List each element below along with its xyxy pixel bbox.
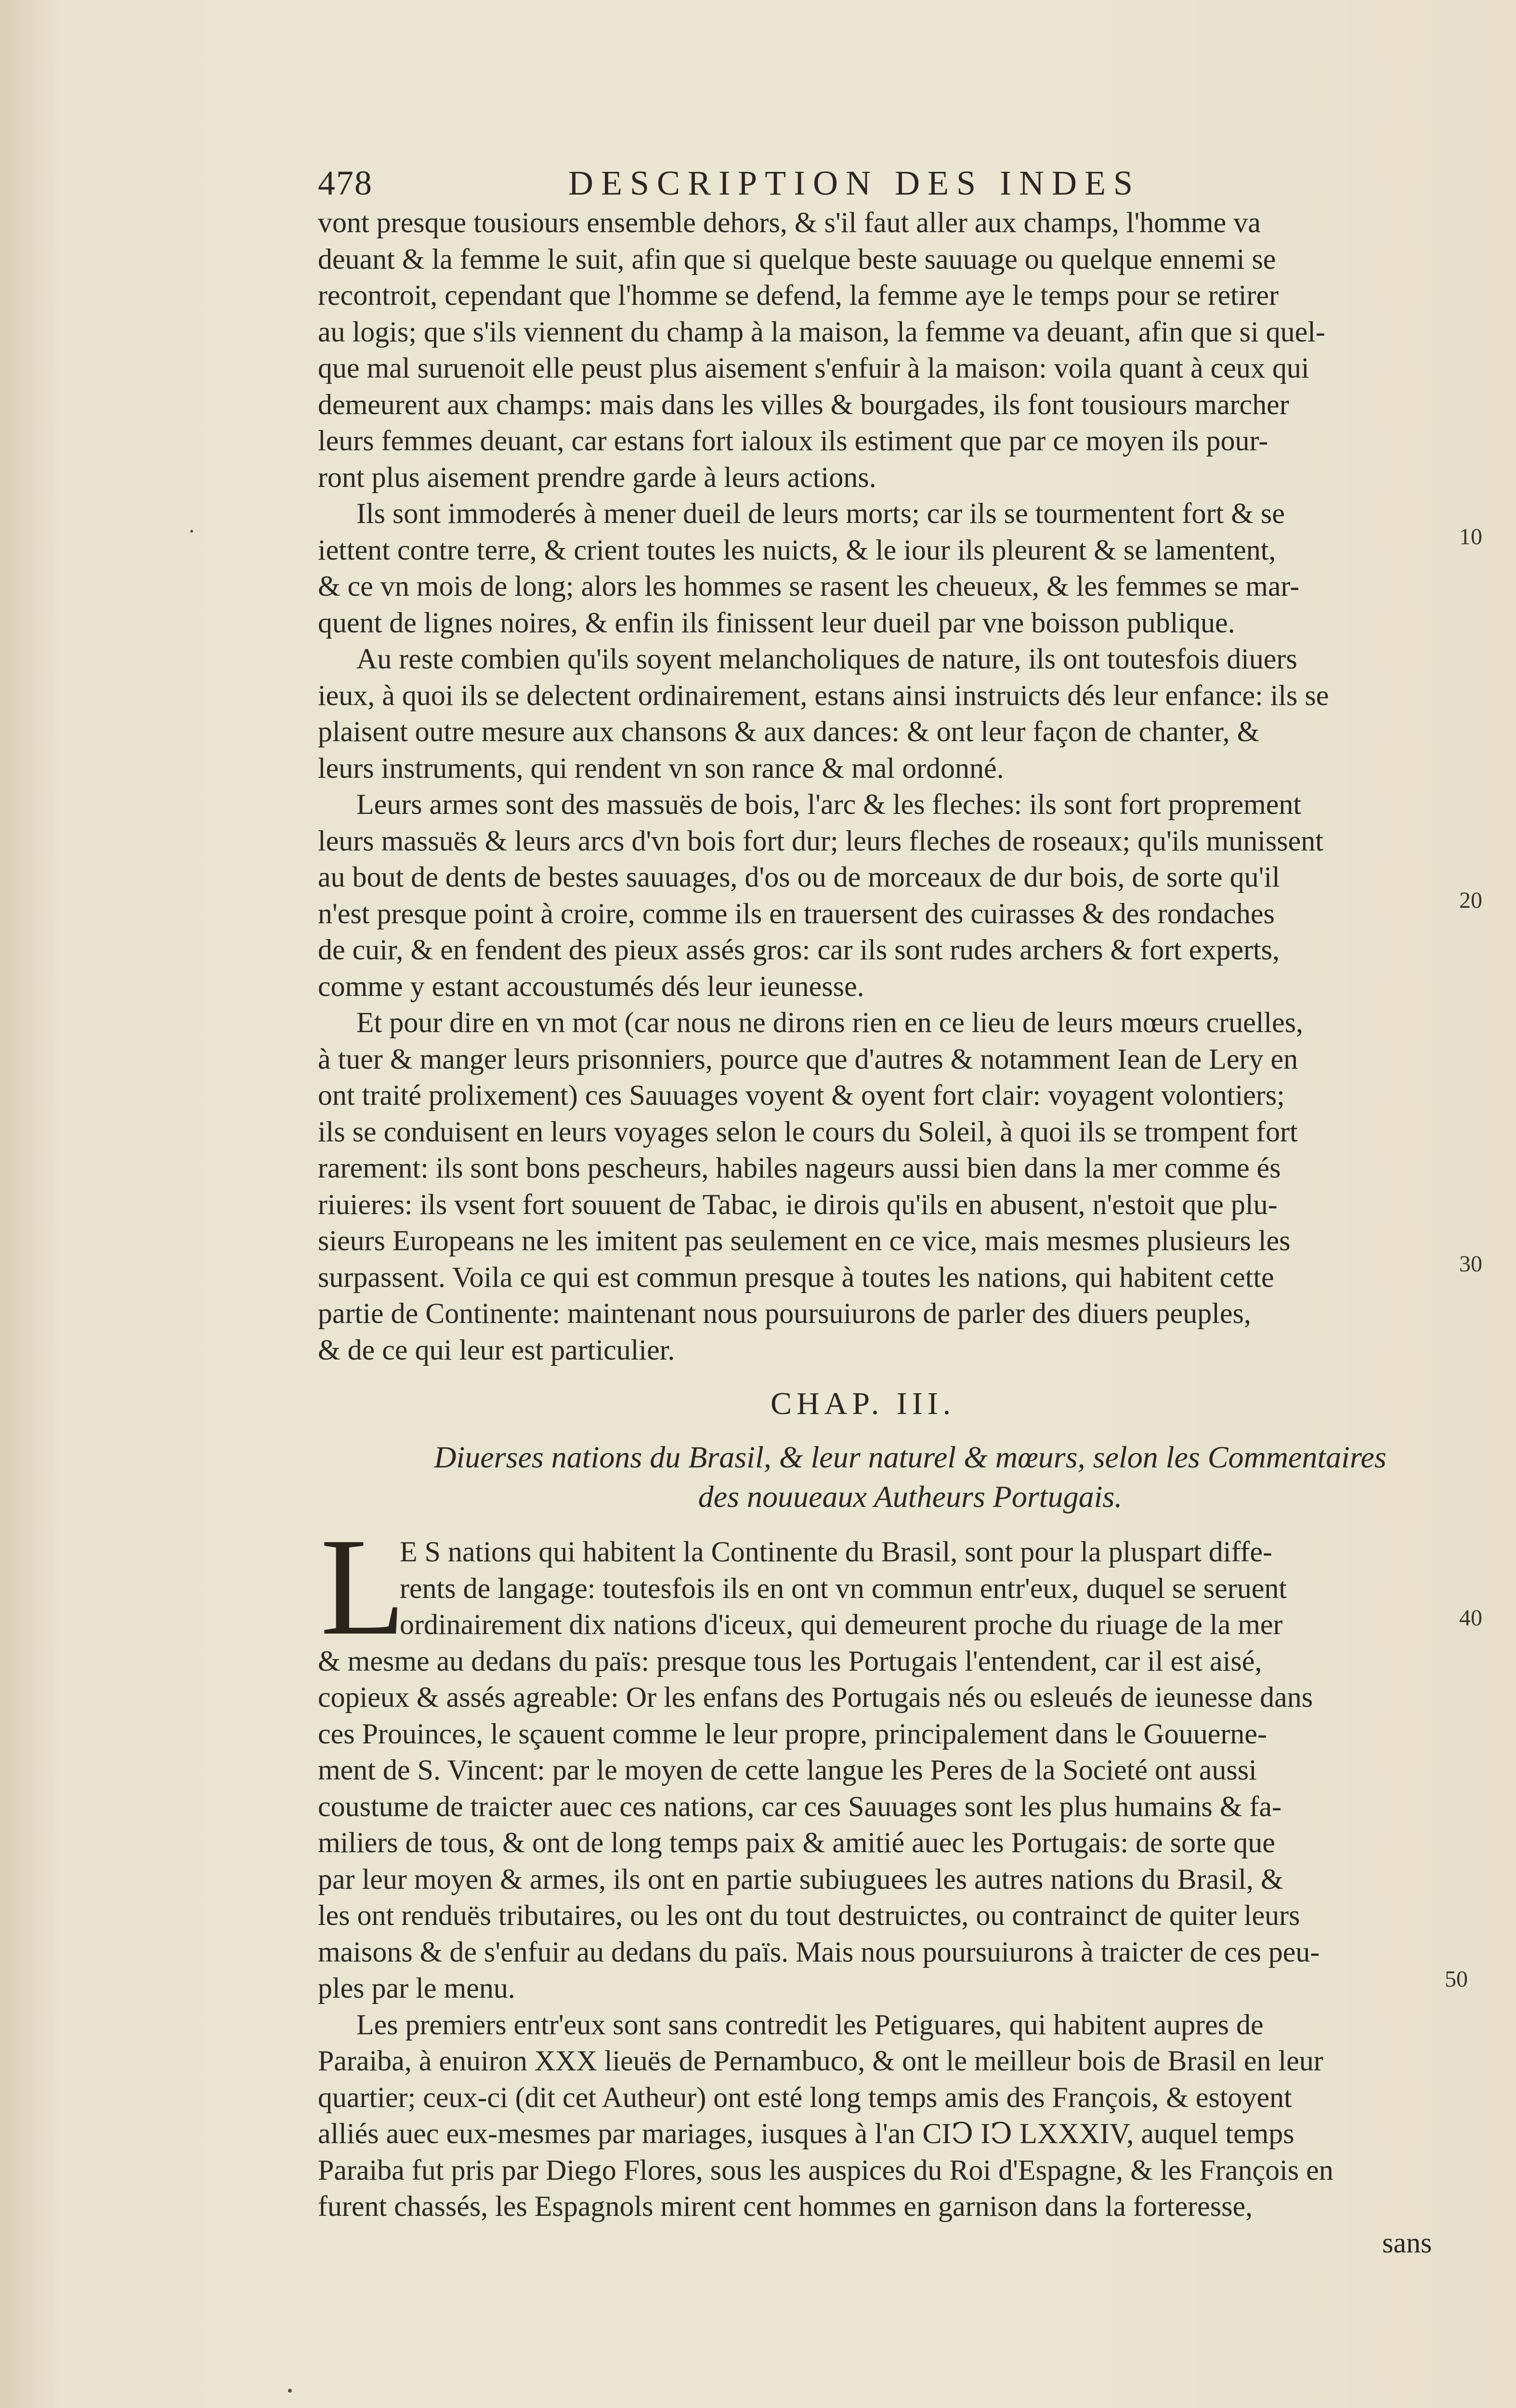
text-line: demeurent aux champs: mais dans les villes & bourgades, ils font tousiours marcher <box>318 388 1289 420</box>
text-line: Et pour dire en vn mot (car nous ne dirons rien en ce lieu de leurs mœurs cruelles, <box>356 1007 1304 1038</box>
body-text <box>318 205 1454 1368</box>
text-line: surpassent. Voila ce qui est commun presque à toutes les nations, qui habitent cette <box>318 1261 1274 1293</box>
text-line: ples par le menu. <box>318 1972 515 2004</box>
text-line: E S nations qui habitent la Continente du Brasil, sont pour la pluspart diffe- <box>400 1536 1272 1568</box>
chapter-subtitle-line: Diuerses nations du Brasil, & leur naturel & mœurs, selon les Commentaires <box>434 1440 1386 1474</box>
text-line: Les premiers entr'eux sont sans contredit les Petiguares, qui habitent aupres de <box>356 2008 1264 2041</box>
text-line: au bout de dents de bestes sauuages, d'os ou de morceaux de dur bois, de sorte qu'il <box>318 861 1280 893</box>
text-line: furent chassés, les Espagnols mirent cent hommes en garnison dans la forteresse, <box>318 2190 1253 2222</box>
text-line: Ils sont immoderés à mener dueil de leurs morts; car ils se tourmentent fort & se <box>356 497 1285 529</box>
text-line: iettent contre terre, & crient toutes les nuicts, & le iour ils pleurent & se lamentent, <box>318 534 1276 566</box>
text-line: alliés auec eux-mesmes par mariages, iusques à l'an CIↃ IↃ LXXXIV, auquel temps <box>318 2118 1294 2149</box>
text-line: riuieres: ils vsent fort souuent de Tabac, ie dirois qu'ils en abusent, n'estoit que plu- <box>318 1188 1278 1220</box>
text-line: plaisent outre mesure aux chansons & aux dances: & ont leur façon de chanter, & <box>318 716 1260 747</box>
text-line: leurs instruments, qui rendent vn son rance & mal ordonné. <box>318 752 1004 784</box>
ink-speck <box>190 530 193 533</box>
text-line: leurs massuës & leurs arcs d'vn bois fort dur; leurs fleches de roseaux; qu'ils munissent <box>318 824 1323 857</box>
text-line: Au reste combien qu'ils soyent melancholiques de nature, ils ont toutesfois diuers <box>356 643 1297 675</box>
text-line: leurs femmes deuant, car estans fort ialoux ils estiment que par ce moyen ils pour- <box>318 425 1268 457</box>
text-line: que mal suruenoit elle peust plus aisement s'enfuir à la maison: voila quant à ceux qui <box>318 352 1309 384</box>
text-line: partie de Continente: maintenant nous poursuiurons de parler des diuers peuples, <box>318 1297 1251 1329</box>
text-line: maisons & de s'enfuir au dedans du païs. Mais nous poursuiurons à traicter de ces peu- <box>318 1936 1320 1968</box>
text-line: comme y estant accoustumés dés leur ieunesse. <box>318 970 864 1002</box>
text-line: vont presque tousiours ensemble dehors, & s'il faut aller aux champs, l'homme va <box>318 207 1261 238</box>
text-line: & de ce qui leur est particulier. <box>318 1334 675 1366</box>
text-line: à tuer & manger leurs prisonniers, pource que d'autres & notamment Iean de Lery en <box>318 1043 1298 1075</box>
drop-capital: L <box>320 1509 406 1664</box>
chapter-heading: CHAP. III. <box>771 1386 956 1421</box>
margin-line-number: 30 <box>1459 1251 1482 1277</box>
text-line: rents de langage: toutesfois ils en ont vn commun entr'eux, duquel se seruent <box>400 1572 1287 1604</box>
text-line: ils se conduisent en leurs voyages selon le cours du Soleil, à quoi ils se trompent fort <box>318 1115 1298 1148</box>
margin-line-number: 40 <box>1459 1605 1482 1631</box>
text-line: ces Prouinces, le sçauent comme le leur propre, principalement dans le Gouuerne- <box>318 1717 1267 1750</box>
text-line: au logis; que s'ils viennent du champ à la maison, la femme va deuant, afin que si quel- <box>318 315 1325 348</box>
ink-speck <box>288 2389 292 2393</box>
text-line: par leur moyen & armes, ils ont en partie subiuguees les autres nations du Brasil, & <box>318 1863 1283 1895</box>
text-line: rarement: ils sont bons pescheurs, habiles nageurs aussi bien dans la mer comme és <box>318 1152 1281 1184</box>
margin-line-number: 10 <box>1459 524 1482 550</box>
margin-line-number: 50 <box>1445 1966 1468 1992</box>
text-line: quent de lignes noires, & enfin ils finissent leur dueil par vne boisson publique. <box>318 606 1235 639</box>
text-line: ont traité prolixement) ces Sauuages voyent & oyent fort clair: voyagent volontiers; <box>318 1079 1285 1111</box>
text-line: ordinairement dix nations d'iceux, qui demeurent proche du riuage de la mer <box>400 1609 1283 1640</box>
text-line: sieurs Europeans ne les imitent pas seulement en ce vice, mais mesmes plusieurs les <box>318 1225 1291 1256</box>
chapter-subtitle-line: des nouueaux Autheurs Portugais. <box>698 1479 1123 1514</box>
margin-line-number: 20 <box>1459 888 1482 913</box>
text-line: & ce vn mois de long; alors les hommes se rasent les cheueux, & les femmes se mar- <box>318 570 1300 602</box>
text-line: les ont renduës tributaires, ou les ont du tout destruictes, ou contrainct de quiter leurs <box>318 1899 1300 1931</box>
text-line: copieux & assés agreable: Or les enfans des Portugais nés ou esleués de ieunesse dans <box>318 1681 1313 1713</box>
catchword: sans <box>1382 2227 1432 2259</box>
text-line: Leurs armes sont des massuës de bois, l'arc & les fleches: ils sont fort proprement <box>356 788 1302 820</box>
text-line: de cuir, & en fendent des pieux assés gros: car ils sont rudes archers & fort experts, <box>318 934 1280 966</box>
running-title: DESCRIPTION DES INDES <box>568 164 1141 202</box>
text-line: miliers de tous, & ont de long temps paix & amitié auec les Portugais: de sorte que <box>318 1827 1275 1858</box>
text-line: Paraiba fut pris par Diego Flores, sous les auspices du Roi d'Espagne, & les François en <box>318 2154 1333 2186</box>
text-line: n'est presque point à croire, comme ils en trauersent des cuirasses & des rondaches <box>318 897 1275 929</box>
text-line: quartier; ceux-ci (dit cet Autheur) ont esté long temps amis des François, & estoyent <box>318 2081 1292 2113</box>
chapter-subtitle <box>366 1438 1454 1517</box>
text-line: & mesme au dedans du païs: presque tous les Portugais l'entendent, car il est aisé, <box>318 1645 1262 1677</box>
text-line: deuant & la femme le suit, afin que si quelque beste sauuage ou quelque ennemi se <box>318 243 1276 275</box>
page-number: 478 <box>318 164 373 202</box>
text-line: ieux, à quoi ils se delectent ordinairement, estans ainsi instruicts dés leur enfance: ils se <box>318 679 1329 711</box>
text-line: Paraiba, à enuiron XXX lieuës de Pernambuco, & ont le meilleur bois de Brasil en leur <box>318 2045 1323 2077</box>
text-line: recontroit, cependant que l'homme se defend, la femme aye le temps pour se retirer <box>318 279 1279 311</box>
text-line: coustume de traicter auec ces nations, car ces Sauuages sont les plus humains & fa- <box>318 1790 1282 1822</box>
text-line: ment de S. Vincent: par le moyen de cette langue les Peres de la Societé ont aussi <box>318 1754 1257 1786</box>
chapter-body-text <box>318 1534 1454 2225</box>
text-line: ront plus aisement prendre garde à leurs actions. <box>318 461 876 493</box>
